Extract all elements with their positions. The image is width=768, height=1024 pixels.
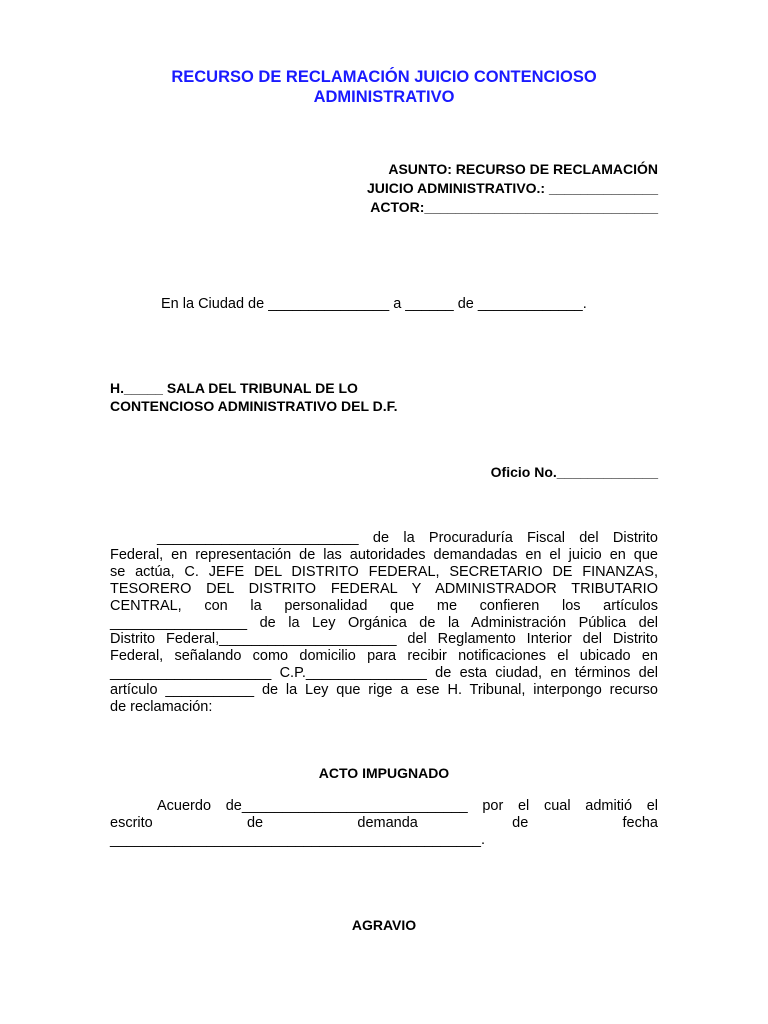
oficio-number: Oficio No._____________ <box>490 464 658 480</box>
asunto-line: ASUNTO: RECURSO DE RECLAMACIÓN <box>388 161 658 177</box>
document-title <box>0 67 768 107</box>
city-date-line: En la Ciudad de _______________ a ______ de _____________. <box>161 296 587 312</box>
body-line: de reclamación: <box>110 699 213 716</box>
juicio-line: JUICIO ADMINISTRATIVO.: ______________ <box>366 180 658 196</box>
acuerdo-paragraph <box>110 798 658 849</box>
addressee-line-2: CONTENCIOSO ADMINISTRATIVO DEL D.F. <box>110 398 398 414</box>
addressee-line-1: H._____ SALA DEL TRIBUNAL DE LO <box>110 380 358 396</box>
body-line: artículo ___________ de la Ley que rige a ese H. Tribunal, interpongo recurso <box>110 682 658 699</box>
acuerdo-line: escrito de demanda de fecha <box>110 815 658 831</box>
acuerdo-line: Acuerdo de____________________________ por el cual admitió el <box>157 798 658 814</box>
body-line: TESORERO DEL DISTRITO FEDERAL Y ADMINISTRADOR TRIBUTARIO <box>110 580 658 597</box>
body-line: CENTRAL, con la personalidad que me confieren los artículos <box>110 597 658 614</box>
asunto-block <box>238 160 658 217</box>
body-line: Distrito Federal,______________________ del Reglamento Interior del Distrito <box>110 631 658 648</box>
agravio-heading: AGRAVIO <box>351 917 417 933</box>
title-line-1: RECURSO DE RECLAMACIÓN JUICIO CONTENCIOSO <box>171 68 597 86</box>
title-line-2: ADMINISTRATIVO <box>313 88 455 106</box>
actor-line: ACTOR:______________________________ <box>370 199 658 215</box>
acto-impugnado-heading: ACTO IMPUGNADO <box>318 765 450 781</box>
body-line: _________________________ de la Procuraduría Fiscal del Distrito <box>157 530 658 546</box>
body-line: Federal, en representación de las autoridades demandadas en el juicio en que <box>110 546 658 563</box>
acuerdo-line: ______________________________________________. <box>110 832 485 848</box>
body-line: _________________ de la Ley Orgánica de la Administración Pública del <box>110 614 658 631</box>
body-line: Federal, señalando como domicilio para recibir notificaciones el ubicado en <box>110 648 658 665</box>
body-line: ____________________ C.P._______________ de esta ciudad, en términos del <box>110 665 658 682</box>
addressee-block <box>110 379 398 415</box>
body-line: se actúa, C. JEFE DEL DISTRITO FEDERAL, SECRETARIO DE FINANZAS, <box>110 563 658 580</box>
body-paragraph <box>110 530 658 716</box>
